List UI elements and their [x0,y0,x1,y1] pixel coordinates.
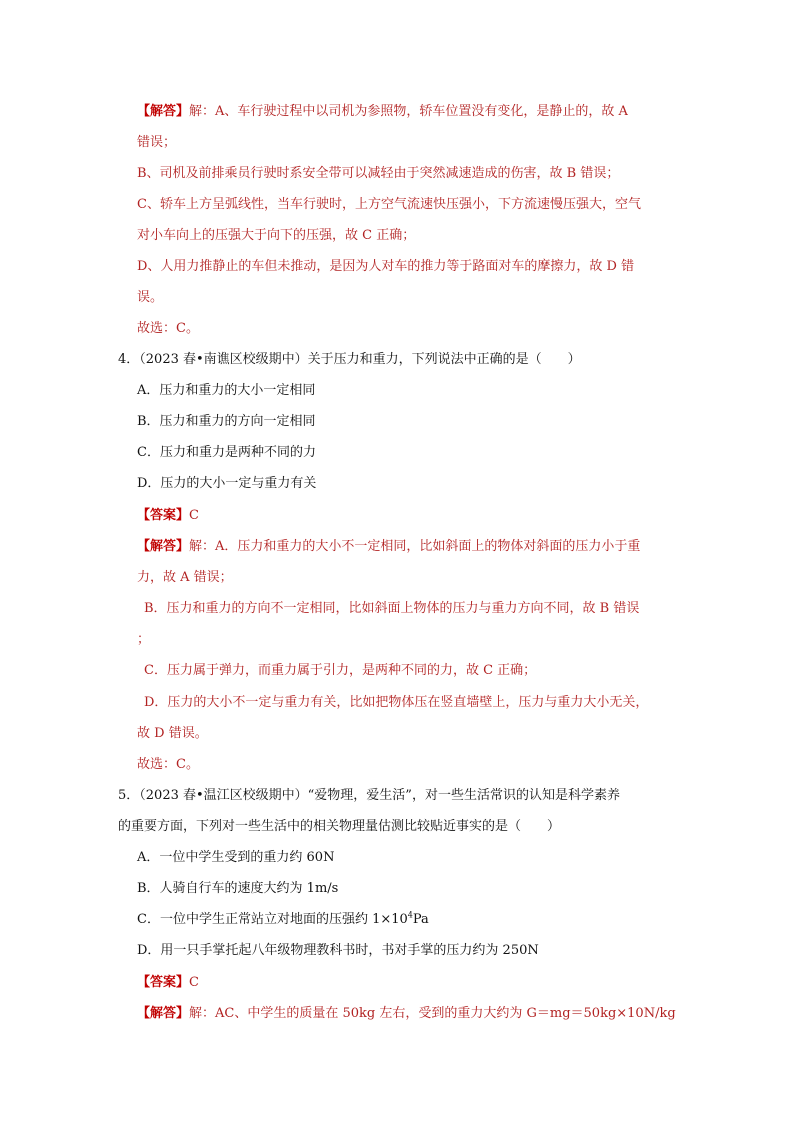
option-a: A．压力和重力的大小一定相同 [137,383,316,398]
answer-line [137,974,199,992]
solution-line: 误。 [137,290,164,305]
option-c: C．一位中学生正常站立对地面的压强约 $1\times 10^4Pa$ [137,910,429,927]
option-a: A．一位中学生受到的重力约 60N [137,850,335,865]
solution-tag: 【解答】 [137,539,190,554]
option-b: B．压力和重力的方向一定相同 [137,414,316,429]
question-stem: 4．（2023 春•南谯区校级期中）关于压力和重力，下列说法中正确的是（ ） [118,352,581,367]
solution-line: B．压力和重力的方向不一定相同，比如斜面上物体的压力与重力方向不同，故 B 错误 [144,601,640,616]
answer-line [137,507,199,525]
solution-line: B、司机及前排乘员行驶时系安全带可以减轻由于突然减速造成的伤害，故 B 错误； [137,166,620,181]
option-b: B．人骑自行车的速度大约为 1m/s [137,881,339,896]
solution-line: 故 D 错误。 [137,726,208,741]
question-stem: 的重要方面，下列对一些生活中的相关物理量估测比较贴近事实的是（ ） [118,819,561,834]
solution-line: ； [137,632,151,647]
answer-tag: 【答案】 [137,508,190,523]
solution-line: 力，故 A 错误； [137,570,233,585]
answer-value: C [189,975,199,990]
question-stem: 5．（2023 春•温江区校级期中）“爱物理，爱生活”，对一些生活常识的认知是科学素养 [118,788,620,803]
solution-tag: 【解答】 [137,104,190,119]
option-d: D．压力的大小一定与重力有关 [137,476,317,491]
solution-line: 【解答】解：A．压力和重力的大小不一定相同，比如斜面上的物体对斜面的压力小于重 [137,539,641,554]
solution-line: 【解答】解：A、车行驶过程中以司机为参照物，轿车位置没有变化，是静止的，故 A [137,104,628,119]
choice-line: 故选：C。 [137,757,199,772]
choice-line: 故选：C。 [137,321,199,336]
solution-line: 【解答】解：AC、中学生的质量在 50kg 左右，受到的重力大约为 G＝mg＝50kg×10N/kg [137,1006,676,1021]
option-c: C．压力和重力是两种不同的力 [137,445,316,460]
answer-value: C [189,508,199,523]
solution-line: C．压力属于弹力，而重力属于引力，是两种不同的力，故 C 正确； [144,663,537,678]
solution-line: D．压力的大小不一定与重力有关，比如把物体压在竖直墙壁上，压力与重力大小无关， [144,695,649,710]
solution-line: 错误； [137,135,177,150]
solution-tag: 【解答】 [137,1006,190,1021]
solution-line: C、轿车上方呈弧线性，当车行驶时，上方空气流速快压强小，下方流速慢压强大，空气 [137,197,641,212]
solution-line: 对小车向上的压强大于向下的压强，故 C 正确； [137,228,416,243]
answer-tag: 【答案】 [137,975,190,990]
solution-line: D、人用力推静止的车但未推动，是因为人对车的推力等于路面对车的摩擦力，故 D 错 [137,259,635,274]
option-d: D．用一只手掌托起八年级物理教科书时，书对手掌的压力约为 250N [137,943,539,958]
